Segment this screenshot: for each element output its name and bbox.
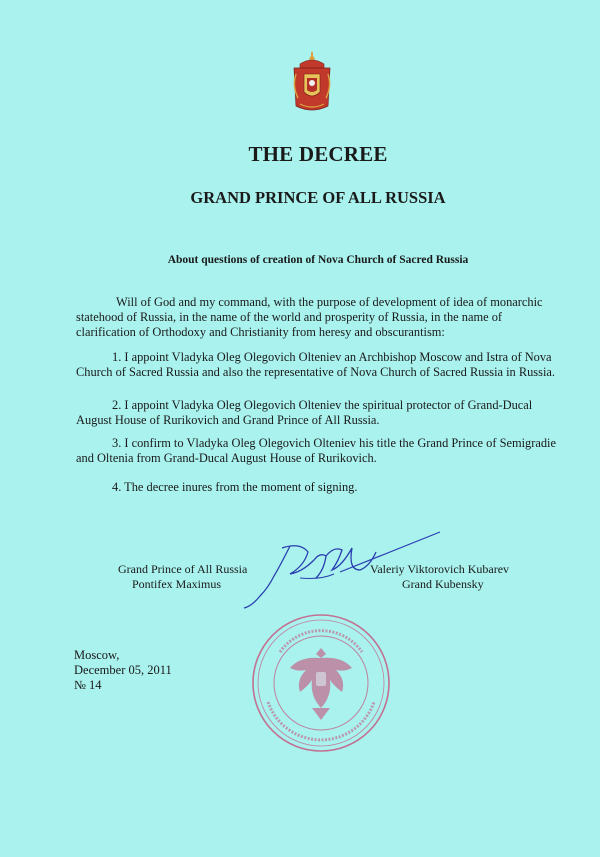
official-seal-stamp	[250, 612, 392, 754]
signatory-left-title: Grand Prince of All Russia	[118, 562, 248, 576]
place-date-block	[74, 648, 172, 693]
decree-number: № 14	[74, 678, 102, 692]
signatory-right-title: Grand Kubensky	[402, 576, 484, 591]
decree-item-2: 2. I appoint Vladyka Oleg Olegovich Olteniev the spiritual protector of Grand-Ducal August House of Rurikovich and Grand Prince of All Russia.	[76, 398, 533, 427]
decree-item-1: 1. I appoint Vladyka Oleg Olegovich Olteniev an Archbishop Moscow and Istra of Nova Church of Sacred Russia and also the representative of Nova Church of Sacred Russia in Russia.	[76, 350, 555, 379]
decree-subtitle: GRAND PRINCE OF ALL RUSSIA	[190, 188, 446, 207]
decree-title: THE DECREE	[248, 142, 388, 166]
date-text: December 05, 2011	[74, 663, 172, 677]
signatory-left	[118, 562, 247, 591]
place-text: Moscow,	[74, 648, 120, 662]
decree-item-4: 4. The decree inures from the moment of signing.	[112, 480, 358, 494]
signatory-left-title2: Pontifex Maximus	[132, 576, 221, 591]
decree-about: About questions of creation of Nova Church of Sacred Russia	[167, 254, 469, 266]
decree-item-3: 3. I confirm to Vladyka Oleg Olegovich Olteniev his title the Grand Prince of Semigradie and Oltenia from Grand-Ducal August House of Rurikovich.	[76, 436, 556, 465]
coat-of-arms-emblem	[290, 52, 334, 116]
intro-paragraph: Will of God and my command, with the purpose of development of idea of monarchic statehood of Russia, in the name of the world and prosperity of Russia, in the name of clarification of Orthodoxy and Christianity from heresy and obscurantism:	[76, 295, 543, 339]
signatory-right-name: Valeriy Viktorovich Kubarev	[370, 562, 510, 576]
signatory-right	[370, 562, 509, 591]
